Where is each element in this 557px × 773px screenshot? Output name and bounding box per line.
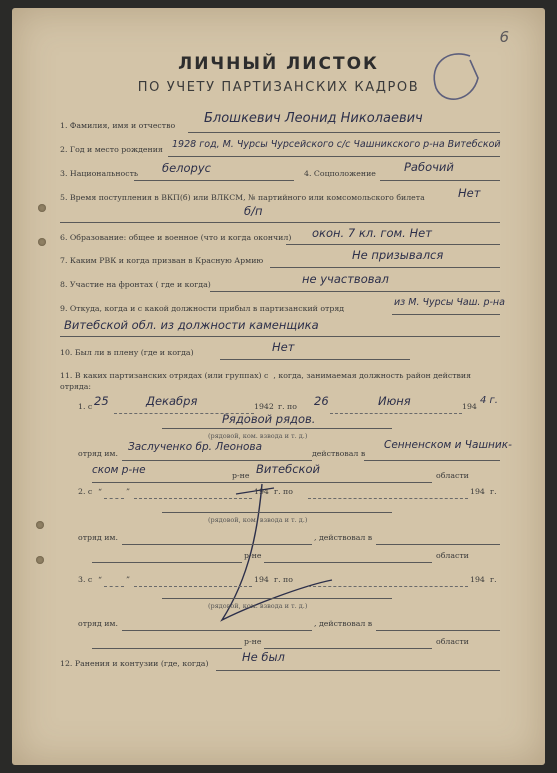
line-army [270, 267, 500, 268]
punch-hole [38, 238, 46, 246]
det1-to-year: 194 [462, 402, 477, 411]
label-nationality: 3. Национальность [60, 169, 139, 178]
det2-num: 2. с [78, 487, 93, 496]
label-army: 7. Каким РВК и когда призван в Красную Армию [60, 256, 264, 265]
value-party-2: б/п [244, 204, 263, 218]
label-captivity: 10. Был ли в плену (где и когда) [60, 348, 194, 357]
det3-month-line [134, 586, 252, 587]
det1-acted-line [364, 460, 500, 461]
line-nationality [134, 180, 294, 181]
det1-to-month: Июня [378, 394, 411, 408]
det1-position-hint: (рядовой, ком. взвода и т. д.) [208, 432, 308, 440]
form-subtitle: ПО УЧЕТУ ПАРТИЗАНСКИХ КАДРОВ [137, 80, 420, 95]
label-detachments: 11. В каких партизанских отрядах (или группах) с , когда, занимаемая должность район действия [60, 371, 472, 380]
det1-to-year-suffix: 4 г. [480, 395, 498, 406]
page-number: 6 [499, 28, 509, 46]
det2-quote-close: ” [126, 487, 130, 496]
det2-year-mid: 194 [254, 487, 269, 496]
det3-oblast-line [264, 648, 432, 649]
det2-region-line [92, 562, 242, 563]
det3-position-line [162, 598, 392, 599]
line-captivity [220, 359, 410, 360]
det1-otryad-line [122, 460, 312, 461]
det1-position-line [162, 428, 392, 429]
label-social: 4. Соцположение [304, 169, 376, 178]
det3-quote-open: “ [98, 575, 102, 584]
det2-to-line [308, 498, 468, 499]
value-social: Рабочий [404, 160, 454, 174]
det3-quote-close: ” [126, 575, 130, 584]
det1-otryad-label: отряд им. [78, 449, 118, 458]
det1-from-year: 1942 [254, 402, 274, 411]
det1-oblast-line [92, 482, 432, 483]
det3-oblast-label: области [436, 637, 469, 646]
det3-position-hint: (рядовой, ком. взвода и т. д.) [208, 602, 308, 610]
det1-from-month: Декабря [146, 394, 198, 408]
value-full-name: Блошкевич Леонид Николаевич [204, 111, 423, 126]
label-fronts: 8. Участие на фронтах ( где и когда) [60, 280, 211, 289]
det2-year-end: 194 [470, 487, 485, 496]
det1-from-day: 25 [94, 394, 109, 408]
line-party [60, 222, 500, 223]
value-wounds: Не был [242, 650, 285, 664]
det2-po: г. по [274, 487, 293, 496]
det2-month-line [134, 498, 252, 499]
line-fronts [210, 291, 500, 292]
det3-region-line [92, 648, 242, 649]
line-origin [392, 314, 500, 315]
det1-acted-value-2: ском р-не [92, 464, 146, 476]
label-wounds: 12. Ранения и контузии (где, когда) [60, 659, 209, 668]
value-birth: 1928 год, М. Чурсы Чурсейского с/с Чашникского р-на Витебской [172, 139, 501, 150]
det3-to-line [308, 586, 468, 587]
det1-num: 1. с [78, 402, 93, 411]
value-origin: из М. Чурсы Чаш. р-на [394, 297, 505, 308]
det3-year-end: 194 [470, 575, 485, 584]
value-education: окон. 7 кл. гом. Нет [312, 226, 432, 240]
det2-position-hint: (рядовой, ком. взвода и т. д.) [208, 516, 308, 524]
det1-position: Рядовой рядов. [222, 412, 316, 426]
value-origin-2: Витебской обл. из должности каменщика [64, 318, 319, 332]
value-army: Не призывался [352, 248, 444, 262]
value-party: Нет [458, 186, 481, 200]
det1-region-suffix: р-не [232, 471, 250, 480]
det2-position-line [162, 512, 392, 513]
det1-po: г. по [278, 402, 297, 411]
line-origin-2 [60, 336, 500, 337]
det3-day-line [104, 586, 124, 587]
punch-hole [38, 204, 46, 212]
label-party: 5. Время поступления в ВКП(б) или ВЛКСМ, № партийного или комсомольского билета [60, 193, 425, 202]
det3-region-suffix: р-не [244, 637, 262, 646]
punch-hole [36, 556, 44, 564]
det2-acted-line [376, 544, 500, 545]
det3-otryad-line [122, 630, 312, 631]
det1-acted-value: Сенненском и Чашник- [384, 439, 512, 451]
label-detachments-2: отряда: [60, 382, 91, 391]
value-nationality: белорус [162, 161, 211, 175]
det1-oblast-value: Витебской [256, 462, 321, 476]
det1-oblast-label: области [436, 471, 469, 480]
det1-otryad-value: Заслученко бр. Леонова [128, 441, 263, 453]
det2-otryad-line [122, 544, 312, 545]
label-education: 6. Образование: общее и военное (что и когда окончил) [60, 233, 292, 242]
line-education [286, 244, 500, 245]
det2-quote-open: “ [98, 487, 102, 496]
label-origin: 9. Откуда, когда и с какой должности прибыл в партизанский отряд [60, 304, 345, 313]
det3-otryad-label: отряд им. [78, 619, 118, 628]
det2-otryad-label: отряд им. [78, 533, 118, 542]
label-birth: 2. Год и место рождения [60, 145, 163, 154]
det3-acted-line [376, 630, 500, 631]
det2-region-suffix: р-не [244, 551, 262, 560]
det2-oblast-label: области [436, 551, 469, 560]
form-title: ЛИЧНЫЙ ЛИСТОК [178, 54, 379, 74]
det2-oblast-line [264, 562, 432, 563]
det2-acted-label: , действовал в [314, 533, 373, 542]
punch-hole [36, 521, 44, 529]
det3-po: г. по [274, 575, 293, 584]
det1-to-day: 26 [314, 394, 329, 408]
line-social [380, 180, 500, 181]
det3-acted-label: , действовал в [314, 619, 373, 628]
line-full-name [188, 132, 500, 133]
line-wounds [216, 670, 500, 671]
label-full-name: 1. Фамилия, имя и отчество [60, 121, 176, 130]
value-fronts: не участвовал [302, 272, 389, 286]
form-sheet [12, 8, 545, 765]
det1-to-line [330, 413, 462, 414]
det3-end: г. [490, 575, 497, 584]
value-captivity: Нет [272, 340, 295, 354]
det3-num: 3. с [78, 575, 93, 584]
det1-acted-label: действовал в [312, 449, 366, 458]
det2-day-line [104, 498, 124, 499]
line-birth [168, 156, 500, 157]
det3-year-mid: 194 [254, 575, 269, 584]
det2-end: г. [490, 487, 497, 496]
